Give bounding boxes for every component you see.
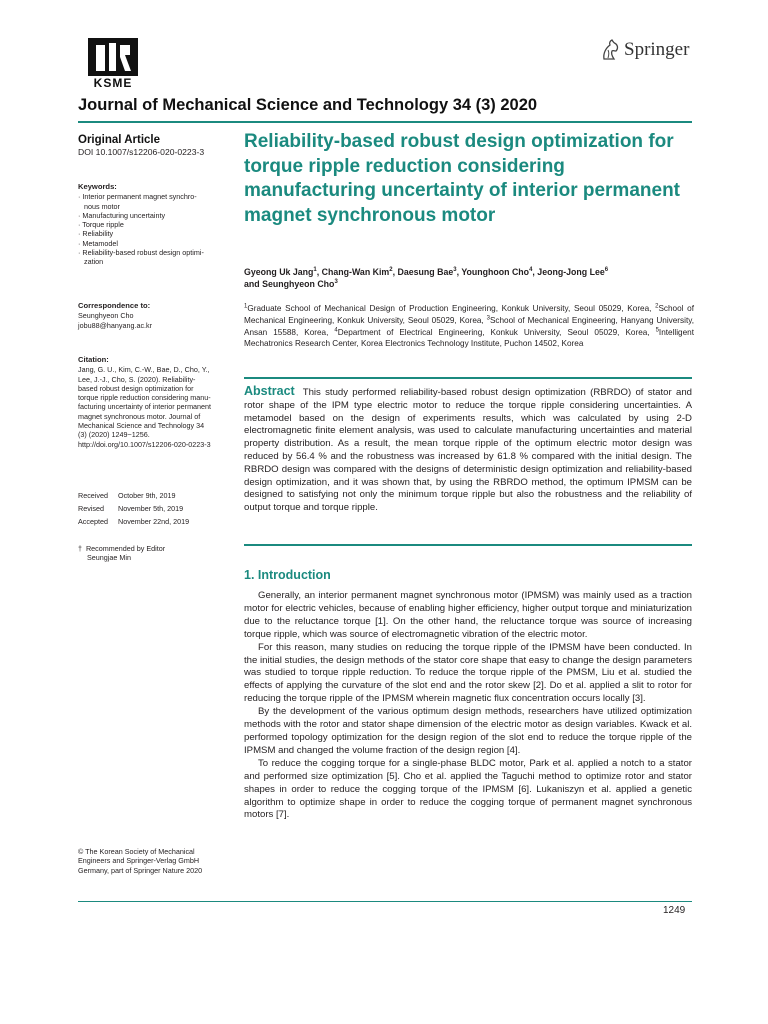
affil-sup: 1 (244, 303, 248, 310)
copyright-line: Germany, part of Springer Nature 2020 (78, 865, 203, 875)
keyword-item: · Manufacturing uncertainty (78, 210, 166, 220)
citation-line: Mechanical Science and Technology 34 (78, 421, 205, 431)
correspondence-name: Seunghyeon Cho (78, 311, 134, 321)
date-value: November 5th, 2019 (118, 504, 184, 513)
affil-text: School of Mechanical Engineering, Konkuk University, Seoul 05029, Korea, (244, 304, 695, 325)
affil-text: Intelligent Mechatronics Research Center, Korea Electronics Technology Institute, Puchon 14502, Korea (244, 327, 694, 349)
ksme-logo (88, 38, 138, 90)
author-name: Chang-Wan Kim (321, 267, 390, 277)
author-name: Gyeong Uk Jang (244, 267, 314, 277)
author-list: Gyeong Uk Jang$^1$, Chang-Wan Kim$^2$, Daesung Bae$^3$, Younghoon Cho$^4$, Jeong-Jong Lee$^6$ and Seunghyeon Cho$^3$ (244, 267, 609, 289)
article-type: Original Article (78, 134, 161, 146)
author-sup: 1 (313, 267, 317, 274)
citation-doi-link[interactable]: http://doi.org/10.1007/s12206-020-0223-3 (78, 439, 211, 449)
recommended-line: † Recommended by Editor (78, 544, 166, 553)
intro-paragraph: For this reason, many studies on reducing the torque ripple of the IPMSM have been conducted. In the initial studies, the design methods of the stator core shape that easy to change the design parameters was studied to torque ripple reduction. To reduce the torque ripple of the PMSM, Liu et al. studied the effects of applying the curvature of the slot end and the rotor skew [2]. Do et al. applied a slit to rotor for reducing the torque ripple of the IPMSM wherein magnetic flux concentration occurs locally [3]. (244, 641, 692, 705)
abstract-text: This study performed reliability-based robust design optimization (RBRDO) of stator and rotor shape of the IPM type electric motor to reduce the torque ripple considering uncertainties. A metamodel based on the design of experiments results, which was calculated by using 2-D electromagnetic finite element analysis, was used to calculate manufacturing uncertainties and material property distribution. As a result, the mean torque ripple of the optimum electric motor design was reduced by 56.4 % and the robustness was increased by 61.8 % compared with the initial design. The RBRDO design was compared with the designs of deterministic design optimization and reliability-based design optimization, and it was shown that, by using the RBRDO method, the optimum IPMSM can be designed to satisfying not only the minimum torque ripple but also the robustness and the reliability of output torque and torque ripple. (244, 387, 692, 514)
author-sup: 2 (389, 267, 393, 274)
citation-block (78, 355, 228, 449)
citation-line: based robust design optimization for (78, 383, 194, 393)
affil-text: School of Mechanical Engineering, Hanyang University, Ansan 15588, Korea, (244, 315, 694, 337)
date-row (78, 515, 228, 528)
page-number: 1249 (663, 905, 686, 916)
keyword-item: · Metamodel (78, 238, 118, 248)
affil-sup: 3 (486, 315, 490, 322)
date-value: November 22nd, 2019 (118, 517, 190, 526)
author-name: Daesung Bae (397, 267, 454, 277)
recommended-block (78, 544, 228, 563)
doi: DOI 10.1007/s12206-020-0223-3 (78, 147, 205, 157)
dates-block (78, 489, 228, 528)
keyword-item: zation (78, 257, 104, 267)
correspondence-email[interactable]: jobu88@hanyang.ac.kr (78, 320, 153, 330)
author-name: Seunghyeon Cho (262, 278, 335, 289)
keyword-item: · Reliability (78, 229, 114, 239)
affil-sup: 5 (655, 326, 659, 333)
author-sup: 4 (529, 267, 533, 274)
abstract-rule-top (244, 377, 692, 379)
date-row (78, 502, 228, 515)
keyword-item: nous motor (78, 201, 120, 211)
author-sup: 3 (334, 278, 338, 285)
footer-rule (78, 901, 692, 902)
intro-paragraph: Generally, an interior permanent magnet synchronous motor (IPMSM) was mainly used as a traction motor for electric vehicles, because of enabling higher efficiency, higher output torque and miniaturization due to the reluctance torque [1]. On the other hand, the reluctance torque was source of increasing torque ripple, which was source of electromagnetic vibration of the electric motor. (244, 590, 692, 640)
recommended-editor: Seungjae Min (87, 553, 131, 563)
paper-title: Reliability-based robust design optimization for torque ripple reduction considering manufacturing uncertainty of interior permanent magnet synchronous motor (244, 131, 680, 226)
date-value: October 9th, 2019 (118, 491, 176, 500)
affil-sup: 4 (334, 326, 338, 333)
correspondence-block (78, 301, 228, 330)
date-label: Revised (78, 504, 104, 513)
citation-line: Jang, G. U., Kim, C.-W., Bae, D., Cho, Y., (78, 365, 210, 375)
copyright-block (78, 847, 228, 875)
citation-line: (3) (2020) 1249~1256. (78, 430, 150, 440)
author-sup: 6 (604, 267, 609, 274)
springer-horse-icon (600, 39, 620, 61)
journal-title: Journal of Mechanical Science and Technology 34 (3) 2020 (78, 96, 538, 114)
section-heading-introduction: 1. Introduction (244, 568, 331, 582)
keyword-item: · Torque ripple (78, 220, 124, 230)
introduction-body (244, 590, 692, 822)
abstract (244, 385, 692, 515)
springer-logo (600, 38, 689, 62)
keywords-block (78, 182, 228, 267)
abstract-rule-bottom (244, 544, 692, 546)
affil-text: Department of Electrical Engineering, Konkuk University, Seoul 05029, Korea, (337, 327, 656, 337)
ksme-logo-icon (88, 38, 138, 76)
correspondence-heading: Correspondence to: (78, 301, 151, 310)
citation-line: facturing uncertainty of interior permanent (78, 402, 212, 412)
date-label: Received (78, 491, 108, 500)
keyword-item: · Interior permanent magnet synchro- (78, 192, 197, 202)
copyright-line: Engineers and Springer-Verlag GmbH (78, 856, 200, 866)
intro-paragraph: To reduce the cogging torque for a single-phase BLDC motor, Park et al. applied a notch to a stator and performed size optimization [5]. Cho et al. applied the Taguchi method to optimize rotor and stator shapes in order to reduce the cogging torque of the IPMSM [6]. Lukaniszyn et al. applied a genetic algorithm to optimize shape in order to reduce the cogging torque of permanent magnet synchronous motors [7]. (244, 757, 692, 821)
keyword-item: · Reliability-based robust design optimi- (78, 248, 204, 258)
author-sup: 3 (453, 267, 457, 274)
affiliations (244, 303, 694, 350)
date-label: Accepted (78, 517, 108, 526)
citation-line: torque ripple reduction considering manu- (78, 393, 211, 403)
springer-wordmark: Springer (624, 39, 690, 60)
affil-text: Graduate School of Mechanical Design of Production Engineering, Konkuk University, Seoul 05029, Korea, (247, 304, 656, 313)
citation-line: Lee, J.-J., Cho, S. (2020). Reliability- (78, 374, 196, 384)
citation-line: magnet synchronous motor. Journal of (78, 411, 201, 421)
header-rule (78, 121, 692, 123)
ksme-logo-text: KSME (93, 76, 133, 90)
abstract-label: Abstract (244, 384, 295, 398)
intro-paragraph: By the development of the various optimum design methods, researchers have utilized optimization methods with the rotor and stator shape dimension of the electric motor as design variables. Kwack et al. performed topology optimization for the design region of the slot end to reduce the torque ripple of the IPMSM and changed the volume fraction of the design region [4]. (244, 706, 692, 756)
citation-heading: Citation: (78, 355, 109, 364)
author-name: Jeong-Jong Lee (537, 267, 605, 277)
date-row (78, 489, 228, 502)
author-name: Younghoon Cho (461, 267, 530, 277)
copyright-line: © The Korean Society of Mechanical (78, 847, 195, 856)
keywords-heading: Keywords: (78, 182, 117, 191)
affil-sup: 2 (655, 303, 659, 310)
